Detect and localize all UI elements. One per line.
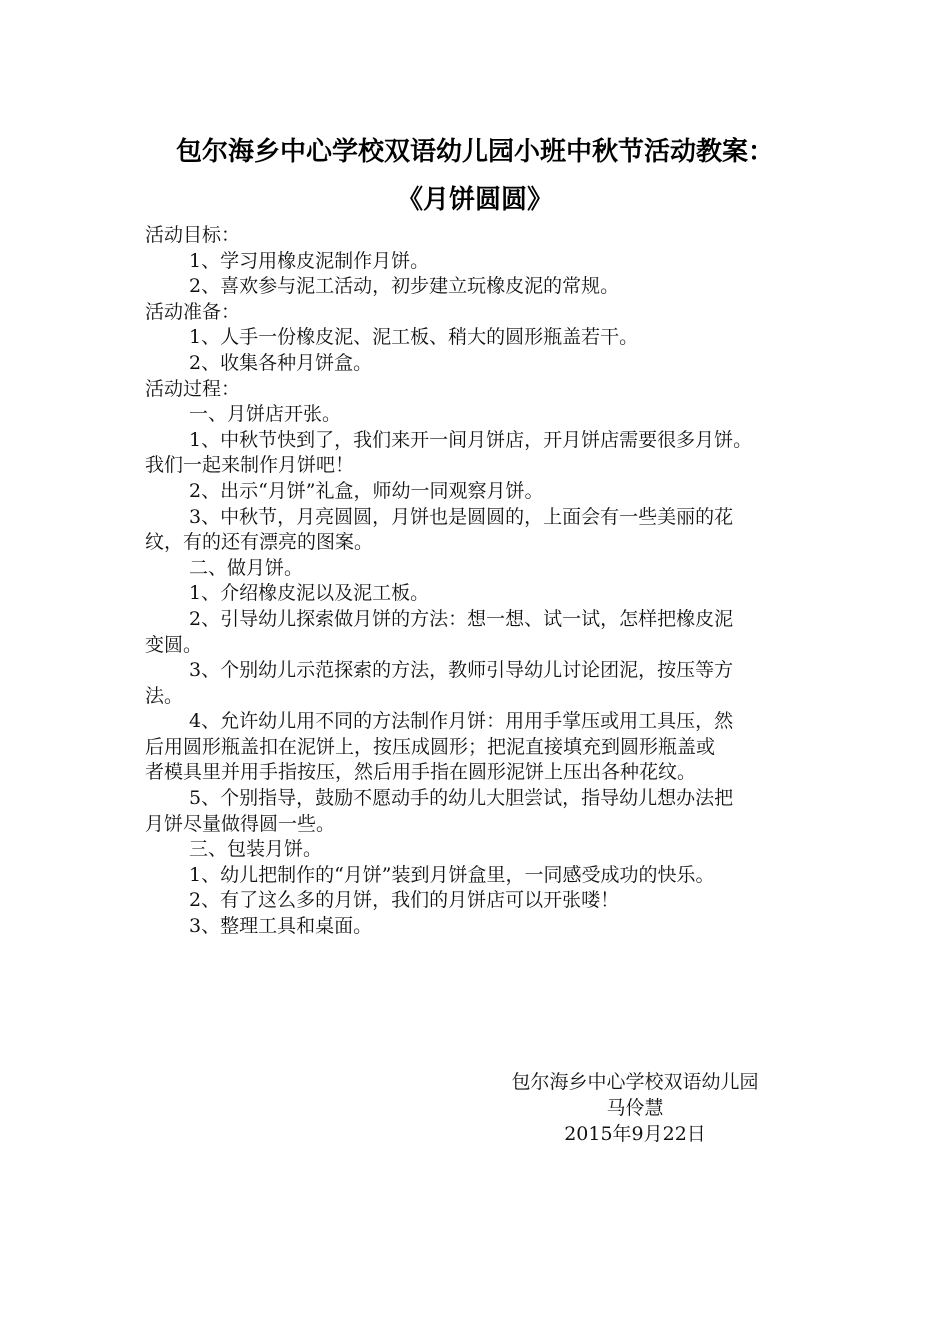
signature-author: 马伶慧 [606, 1097, 664, 1119]
preparation-item: 2、收集各种月饼盒。 [189, 351, 373, 374]
paragraph-line: 月饼尽量做得圆一些。 [145, 812, 336, 835]
section-heading: 三、包装月饼。 [189, 838, 323, 861]
goal-item: 1、学习用橡皮泥制作月饼。 [189, 249, 430, 272]
paragraph-line: 2、出示“月饼”礼盒，师幼一同观察月饼。 [189, 479, 544, 502]
document-subtitle: 《月饼圆圆》 [396, 185, 553, 215]
paragraph-line: 1、中秋节快到了，我们来开一间月饼店，开月饼店需要很多月饼。 [189, 428, 753, 451]
goal-item: 2、喜欢参与泥工活动，初步建立玩橡皮泥的常规。 [189, 275, 620, 298]
paragraph-line: 法。 [145, 684, 184, 707]
signature-block [480, 1069, 790, 1147]
goals-heading: 活动目标： [145, 224, 241, 246]
paragraph-line: 5、个别指导，鼓励不愿动手的幼儿大胆尝试，指导幼儿想办法把 [189, 787, 734, 810]
paragraph-line: 3、中秋节，月亮圆圆，月饼也是圆圆的，上面会有一些美丽的花 [189, 505, 734, 528]
paragraph-line: 1、幼儿把制作的“月饼”装到月饼盒里，一同感受成功的快乐。 [189, 863, 715, 886]
paragraph-line: 纹，有的还有漂亮的图案。 [145, 531, 374, 554]
preparation-heading: 活动准备： [145, 300, 241, 323]
document-title: 包尔海乡中心学校双语幼儿园小班中秋节活动教案： [175, 137, 774, 167]
signature-school: 包尔海乡中心学校双语幼儿园 [511, 1071, 759, 1093]
paragraph-line: 2、引导幼儿探索做月饼的方法：想一想、试一试，怎样把橡皮泥 [189, 607, 734, 630]
section-heading: 一、月饼店开张。 [189, 403, 342, 426]
paragraph-line: 变圆。 [145, 633, 203, 656]
signature-date: 2015年9月22日 [564, 1123, 706, 1145]
paragraph-line: 3、个别幼儿示范探索的方法，教师引导幼儿讨论团泥，按压等方 [189, 659, 734, 682]
section-heading: 二、做月饼。 [189, 556, 304, 579]
paragraph-line: 2、有了这么多的月饼，我们的月饼店可以开张喽！ [189, 889, 620, 912]
paragraph-line: 3、整理工具和桌面。 [189, 915, 373, 938]
document-body [145, 223, 815, 940]
preparation-item: 1、人手一份橡皮泥、泥工板、稍大的圆形瓶盖若干。 [189, 326, 639, 349]
process-heading: 活动过程： [145, 377, 241, 400]
paragraph-line: 4、允许幼儿用不同的方法制作月饼：用用手掌压或用工具压，然 [189, 710, 734, 733]
paragraph-line: 者模具里并用手指按压，然后用手指在圆形泥饼上压出各种花纹。 [145, 761, 697, 784]
paragraph-line: 1、介绍橡皮泥以及泥工板。 [189, 582, 430, 605]
paragraph-line: 我们一起来制作月饼吧！ [145, 454, 355, 477]
paragraph-line: 后用圆形瓶盖扣在泥饼上，按压成圆形；把泥直接填充到圆形瓶盖或 [145, 735, 716, 758]
